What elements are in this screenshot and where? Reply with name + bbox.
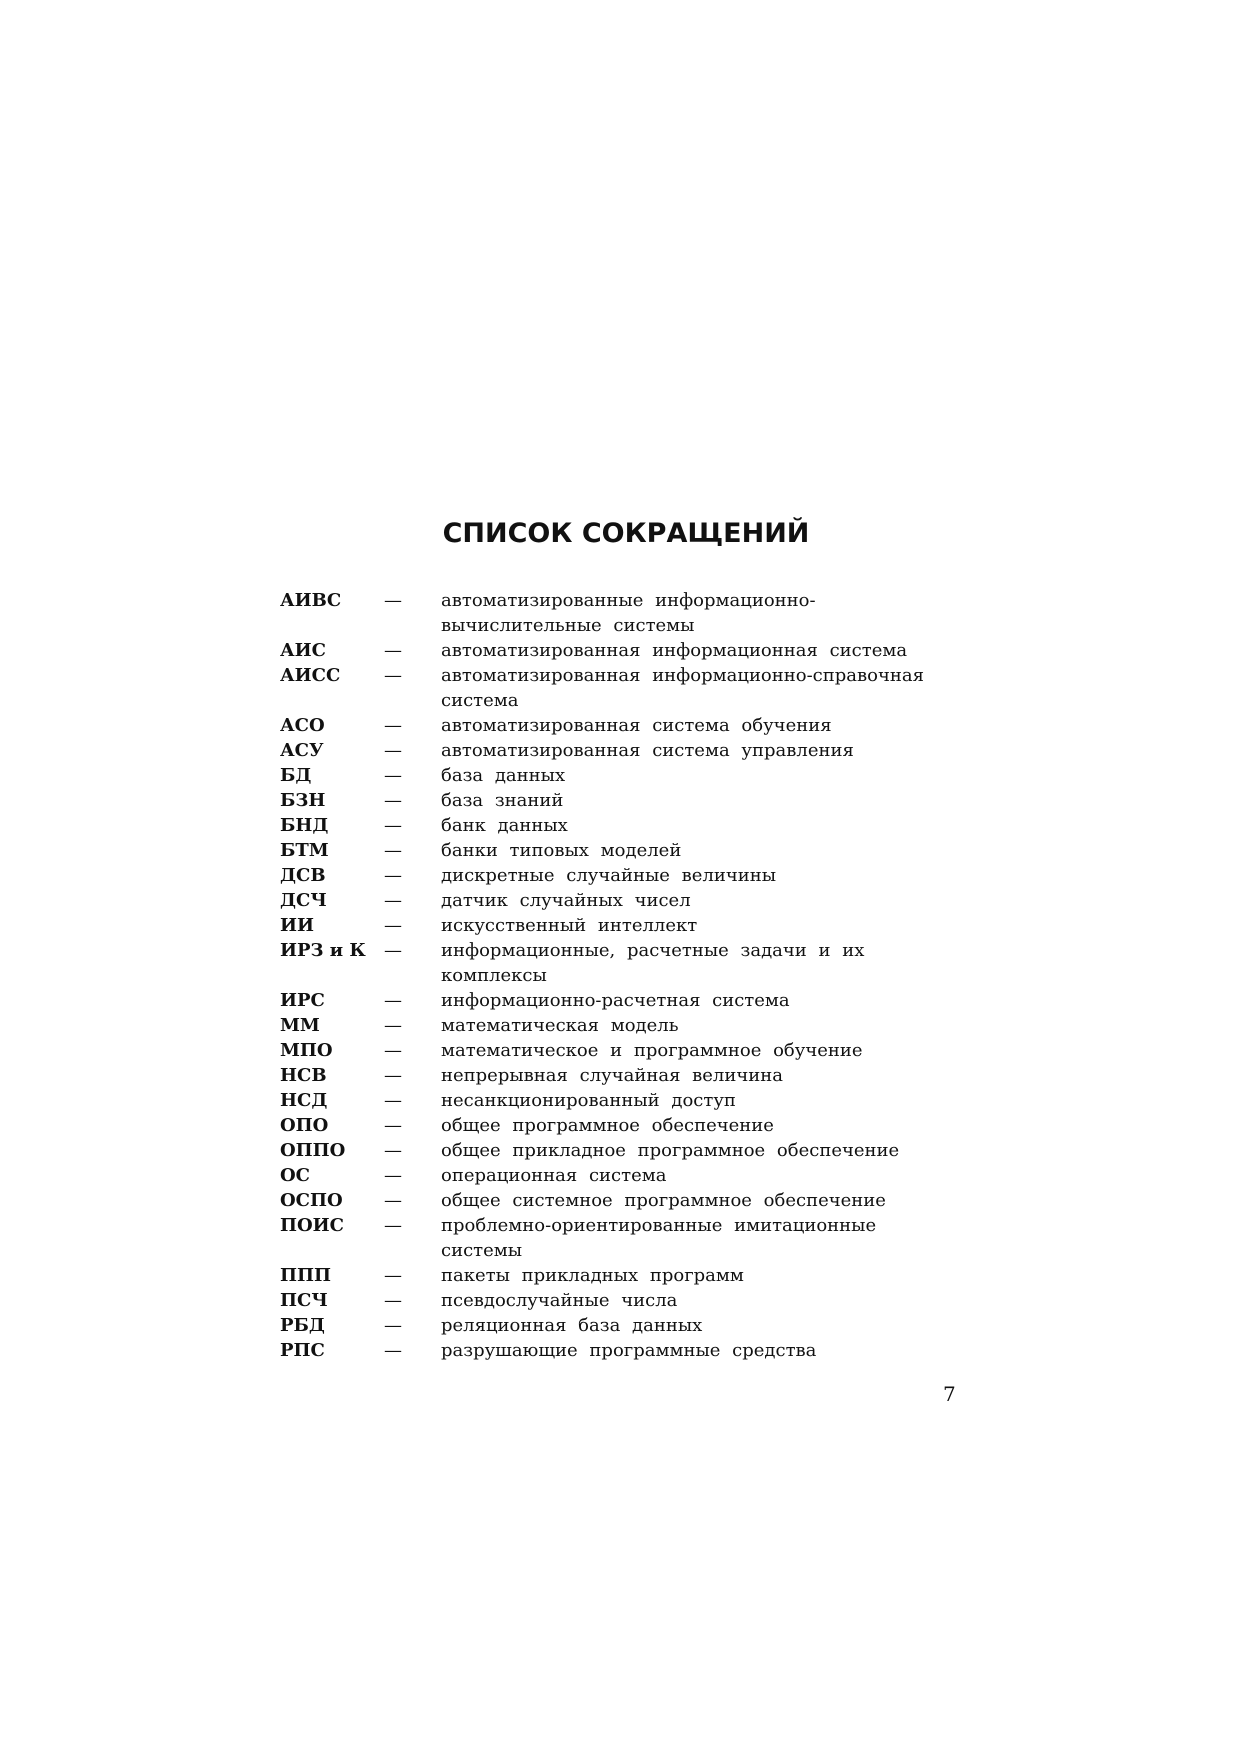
abbreviation: ММ [280, 1015, 320, 1036]
abbreviation: ПСЧ [280, 1290, 328, 1311]
definition: пакеты прикладных программ [441, 1265, 744, 1286]
abbreviation-row [280, 863, 960, 888]
definition: автоматизированная информационно-справочная система [441, 665, 924, 711]
abbreviation: БТМ [280, 840, 329, 861]
abbreviation-row [280, 1138, 960, 1163]
dash-separator: — [384, 740, 402, 761]
abbreviation-row [280, 588, 960, 638]
abbreviation-row [280, 788, 960, 813]
definition: операционная система [441, 1165, 667, 1186]
abbreviation-row [280, 1088, 960, 1113]
dash-separator: — [384, 1215, 402, 1236]
definition: датчик случайных чисел [441, 890, 691, 911]
dash-separator: — [384, 640, 402, 661]
definition: банк данных [441, 815, 568, 836]
dash-separator: — [384, 1090, 402, 1111]
abbreviation-row [280, 838, 960, 863]
definition: реляционная база данных [441, 1315, 703, 1336]
abbreviation: НСД [280, 1090, 328, 1111]
definition: общее прикладное программное обеспечение [441, 1140, 900, 1161]
definition: псевдослучайные числа [441, 1290, 678, 1311]
definition: автоматизированная информационная система [441, 640, 908, 661]
abbreviation-row [280, 1113, 960, 1138]
abbreviation: БЗН [280, 790, 326, 811]
abbreviation-row [280, 663, 960, 713]
dash-separator: — [384, 815, 402, 836]
abbreviation-row [280, 1038, 960, 1063]
definition: автоматизированная система обучения [441, 715, 832, 736]
abbreviation-row [280, 1288, 960, 1313]
abbreviation: ОСПО [280, 1190, 343, 1211]
abbreviation-row [280, 713, 960, 738]
abbreviation-row [280, 1163, 960, 1188]
definition: математическое и программное обучение [441, 1040, 863, 1061]
definition: информационные, расчетные задачи и их комплексы [441, 940, 865, 986]
abbreviation: ПОИС [280, 1215, 345, 1236]
definition: банки типовых моделей [441, 840, 682, 861]
abbreviation-row [280, 1263, 960, 1288]
abbreviation: ОППО [280, 1140, 346, 1161]
abbreviation-row [280, 763, 960, 788]
definition: разрушающие программные средства [441, 1340, 817, 1361]
definition: база знаний [441, 790, 564, 811]
abbreviation-row [280, 988, 960, 1013]
dash-separator: — [384, 840, 402, 861]
dash-separator: — [384, 790, 402, 811]
abbreviation: БД [280, 765, 312, 786]
abbreviation: АИСС [280, 665, 341, 686]
dash-separator: — [384, 665, 402, 686]
abbreviation: ДСЧ [280, 890, 327, 911]
dash-separator: — [384, 890, 402, 911]
abbreviation: ИИ [280, 915, 315, 936]
abbreviation: ИРС [280, 990, 325, 1011]
dash-separator: — [384, 1190, 402, 1211]
dash-separator: — [384, 1340, 402, 1361]
abbreviation-row [280, 1063, 960, 1088]
abbreviation: ДСВ [280, 865, 326, 886]
abbreviation: ОПО [280, 1115, 329, 1136]
definition: несанкционированный доступ [441, 1090, 736, 1111]
dash-separator: — [384, 1290, 402, 1311]
abbreviation: АСО [280, 715, 325, 736]
dash-separator: — [384, 1315, 402, 1336]
dash-separator: — [384, 865, 402, 886]
abbreviation-row [280, 1213, 960, 1263]
abbreviation: АИВС [280, 590, 342, 611]
abbreviation-row [280, 738, 960, 763]
abbreviation-list [280, 588, 960, 1363]
dash-separator: — [384, 1140, 402, 1161]
abbreviation: НСВ [280, 1065, 327, 1086]
abbreviation: БНД [280, 815, 329, 836]
definition: автоматизированная система управления [441, 740, 854, 761]
abbreviation-row [280, 938, 960, 988]
abbreviation-row [280, 1188, 960, 1213]
definition: база данных [441, 765, 566, 786]
definition: автоматизированные информационно-вычислительные системы [441, 590, 816, 636]
dash-separator: — [384, 940, 402, 961]
dash-separator: — [384, 1115, 402, 1136]
abbreviation: АСУ [280, 740, 324, 761]
abbreviation: ИРЗ и К [280, 940, 366, 961]
definition: дискретные случайные величины [441, 865, 777, 886]
definition: проблемно-ориентированные имитационные системы [441, 1215, 877, 1261]
definition: искусственный интеллект [441, 915, 698, 936]
abbreviation: ППП [280, 1265, 331, 1286]
dash-separator: — [384, 1165, 402, 1186]
abbreviation-row [280, 813, 960, 838]
page-number: 7 [943, 1382, 956, 1406]
dash-separator: — [384, 990, 402, 1011]
definition: непрерывная случайная величина [441, 1065, 783, 1086]
definition: информационно-расчетная система [441, 990, 790, 1011]
dash-separator: — [384, 1040, 402, 1061]
dash-separator: — [384, 1265, 402, 1286]
dash-separator: — [384, 1065, 402, 1086]
abbreviation-row [280, 1338, 960, 1363]
abbreviation: МПО [280, 1040, 333, 1061]
abbreviation: ОС [280, 1165, 311, 1186]
abbreviation-row [280, 1313, 960, 1338]
dash-separator: — [384, 915, 402, 936]
abbreviation: РПС [280, 1340, 325, 1361]
definition: общее программное обеспечение [441, 1115, 774, 1136]
dash-separator: — [384, 715, 402, 736]
abbreviation-row [280, 888, 960, 913]
definition: общее системное программное обеспечение [441, 1190, 886, 1211]
dash-separator: — [384, 1015, 402, 1036]
definition: математическая модель [441, 1015, 679, 1036]
abbreviation-row [280, 638, 960, 663]
abbreviation-row [280, 913, 960, 938]
dash-separator: — [384, 765, 402, 786]
page-title: СПИСОК СОКРАЩЕНИЙ [442, 518, 810, 549]
dash-separator: — [384, 590, 402, 611]
abbreviation-row [280, 1013, 960, 1038]
abbreviation: РБД [280, 1315, 325, 1336]
abbreviation: АИС [280, 640, 326, 661]
